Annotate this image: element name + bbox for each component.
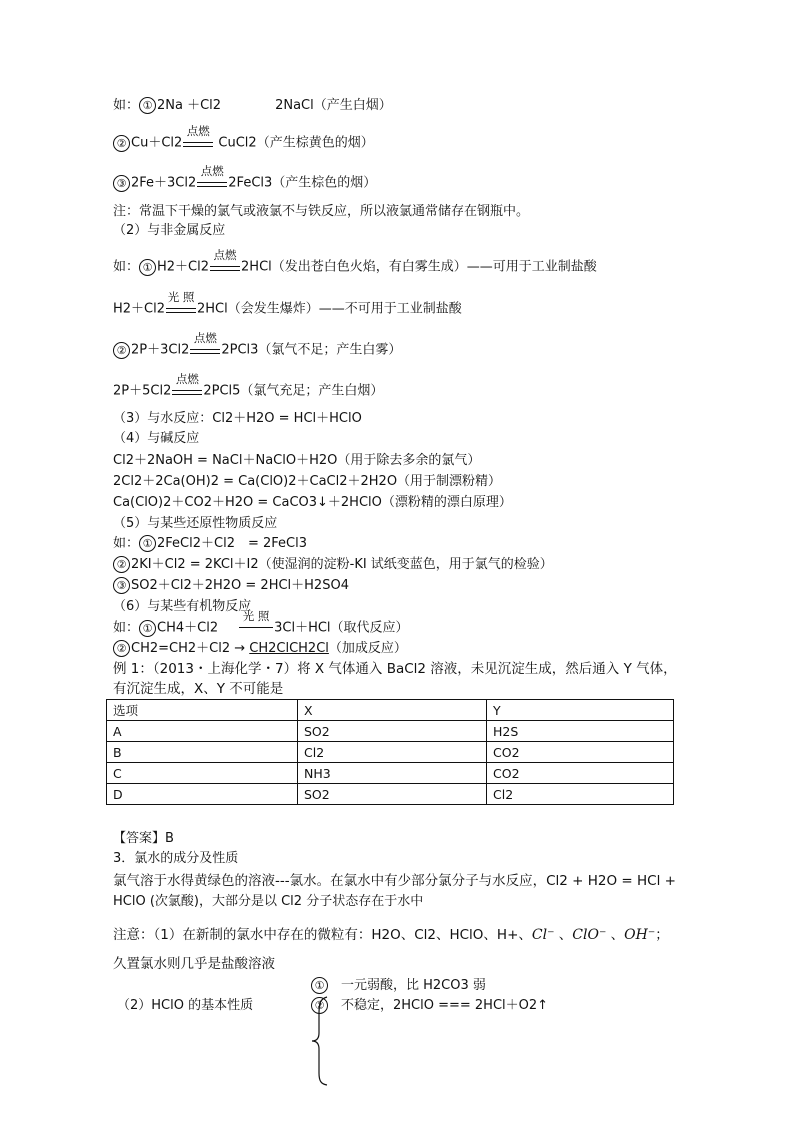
hclo-title: （2）HClO 的基本性质 (117, 998, 254, 1013)
table-header: X (298, 700, 487, 721)
table-cell: A (107, 721, 298, 742)
hclo-property-1: ① 一元弱酸，比 H2CO3 弱 (311, 977, 486, 995)
table-cell: Cl2 (487, 784, 674, 805)
table-row (107, 763, 674, 784)
table-row (107, 742, 674, 763)
table-header: Y (487, 700, 674, 721)
reaction-so2: ③ SO2＋Cl2＋2H2O = 2HCl＋H2SO4 (113, 577, 349, 595)
reaction-naoh: Cl2＋2NaOH = NaCl＋NaClO＋H2O（用于除去多余的氯气） (113, 453, 481, 468)
reaction-condition: 点燃 (210, 258, 240, 276)
table-cell: CO2 (487, 763, 674, 784)
table-row (107, 784, 674, 805)
reaction-p-pcl3: ② 2P＋3Cl2 点燃 2PCl3（氯气不足；产生白雾） (113, 341, 401, 360)
reaction-h2-cl2-light: H2＋Cl2 光 照 2HCl（会发生爆炸）——不可用于工业制盐酸 (113, 290, 462, 317)
reaction-h2-cl2-burn: 如： ① H2＋Cl2 点燃 2HCl（发出苍白色火焰，有白雾生成）——可用于工业制盐酸 (113, 248, 597, 275)
answer: 【答案】B (113, 831, 174, 846)
reaction-condition: 光 照 (239, 619, 273, 637)
reaction-bleach: Ca(ClO)2＋CO2＋H2O = CaCO3↓＋2HClO（漂粉精的漂白原理） (113, 495, 512, 510)
table-cell: SO2 (298, 784, 487, 805)
table-cell: C (107, 763, 298, 784)
example-question: 例 1：（2013・上海化学・7）将 X 气体通入 BaCl2 溶液，未见沉淀生成，然后通入 Y 气体， (113, 661, 677, 677)
reaction-cu-cl2: ② Cu＋Cl2 点燃 CuCl2（产生棕黄色的烟） (113, 134, 374, 153)
section-reducing: （5）与某些还原性物质反应 (113, 516, 278, 531)
section-water: （3）与水反应：Cl2＋H2O = HCl＋HClO (113, 411, 362, 426)
table-cell: NH3 (298, 763, 487, 784)
reaction-fecl2: 如： ① 2FeCl2＋Cl2 = 2FeCl3 (113, 536, 307, 551)
chlorine-water-para-1: 氯气溶于水得黄绿色的溶液---氯水。在氯水中有少部分氯分子与水反应，Cl2 + H2O = HCl + (113, 873, 676, 889)
table-cell: CO2 (487, 742, 674, 763)
options-table (106, 699, 674, 805)
reaction-condition: 点燃 (190, 341, 220, 359)
brace-icon (309, 995, 331, 1087)
table-header: 选项 (107, 700, 298, 721)
table-cell: D (107, 784, 298, 805)
hclo-property-2: ② 不稳定，2HClO === 2HCl＋O2↑ (311, 997, 548, 1015)
reaction-caoh2: 2Cl2＋2Ca(OH)2 = Ca(ClO)2＋CaCl2＋2H2O（用于制漂粉精） (113, 474, 502, 489)
section-nonmetal: （2）与非金属反应 (113, 223, 226, 238)
table-cell: H2S (487, 721, 674, 742)
reaction-condition: 点燃 (172, 382, 202, 400)
table-cell: SO2 (298, 721, 487, 742)
section-base: （4）与碱反应 (113, 431, 200, 446)
table-cell: Cl2 (298, 742, 487, 763)
note-storage: 注：常温下干燥的氯气或液氯不与铁反应，所以液氯通常储存在钢瓶中。 (113, 204, 530, 219)
note-particles: 注意：（1）在新制的氯水中存在的微粒有：H2O、Cl2、HClO、H+、Cl⁻ 、ClO⁻ 、OH⁻； (113, 927, 669, 943)
reaction-fe-cl2: ③ 2Fe＋3Cl2 点燃 2FeCl3（产生棕色的烟） (113, 174, 376, 193)
reaction-condition: 点燃 (183, 134, 213, 152)
reaction-p-pcl5: 2P＋5Cl2 点燃 2PCl5（氯气充足；产生白烟） (113, 372, 384, 399)
table-row (107, 721, 674, 742)
table-cell: B (107, 742, 298, 763)
reaction-na-cl2: 如： ① 2Na ＋Cl2 2NaCl（产生白烟） (113, 98, 392, 113)
note-aged-water: 久置氯水则几乎是盐酸溶液 (113, 956, 275, 972)
reaction-ch4: 如： ① CH4＋Cl2 光 照 3Cl＋HCl（取代反应） (113, 609, 409, 636)
section-chlorine-water: 3．氯水的成分及性质 (113, 851, 239, 866)
reaction-ethylene: ② CH2=CH2＋Cl2 → CH2ClCH2Cl（加成反应） (113, 640, 407, 658)
reaction-condition: 光 照 (166, 300, 196, 318)
reaction-ki: ② 2KI＋Cl2 = 2KCl＋I2（使湿润的淀粉-KI 试纸变蓝色，用于氯气的检验） (113, 556, 553, 574)
reaction-condition: 点燃 (197, 174, 227, 192)
section-organic: （6）与某些有机物反应 (113, 599, 252, 614)
chlorine-water-para-2: HClO (次氯酸)，大部分是以 Cl2 分子状态存在于水中 (113, 894, 424, 909)
table-header-row (107, 700, 674, 721)
example-question-cont: 有沉淀生成，X、Y 不可能是 (113, 681, 284, 697)
